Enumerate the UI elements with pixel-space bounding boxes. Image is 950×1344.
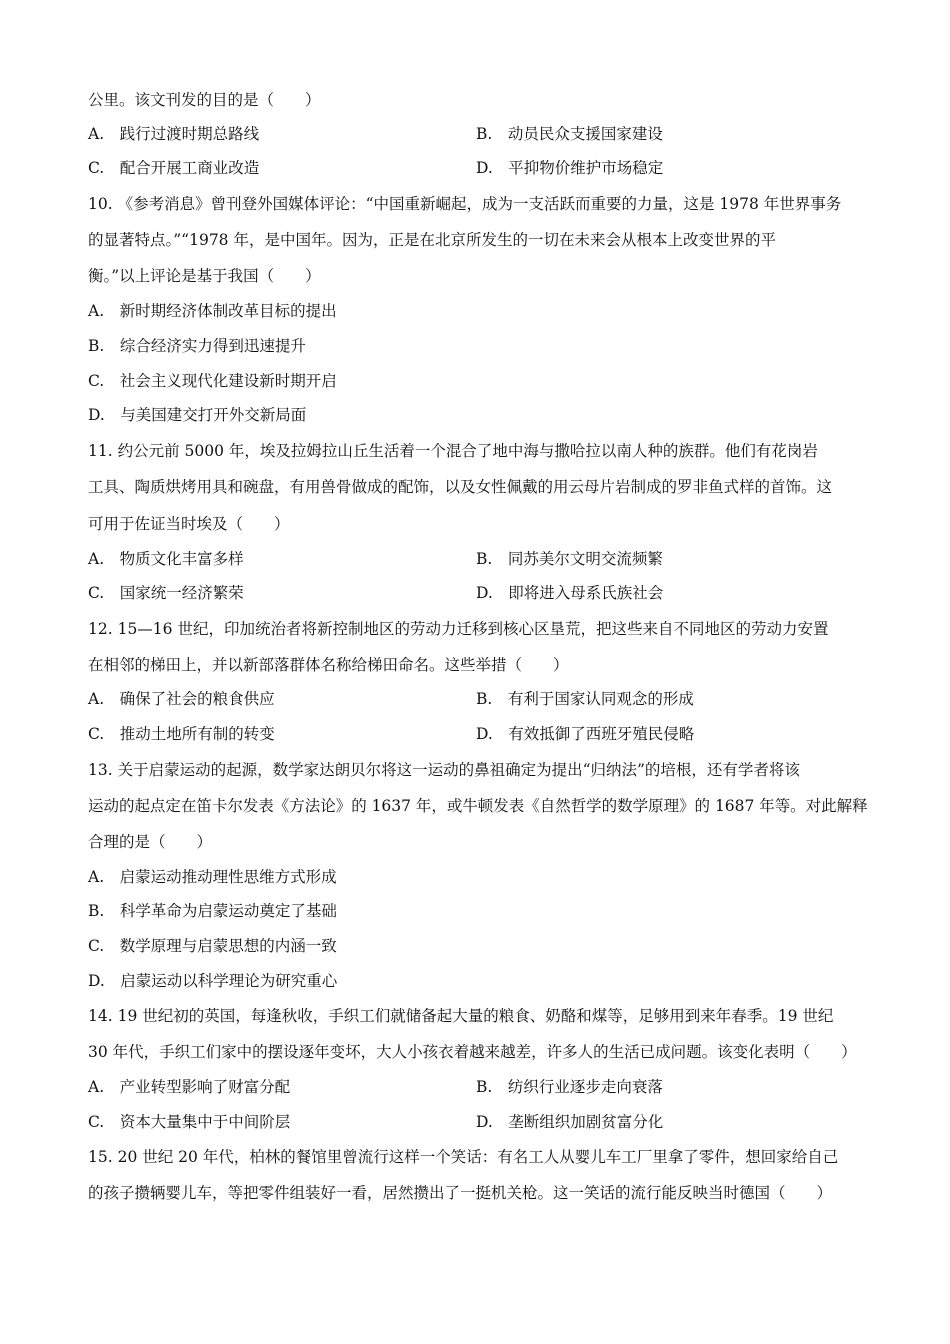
q12-stem-line-2: 在相邻的梯田上，并以新部落群体名称给梯田命名。这些举措（ ） — [88, 656, 569, 674]
q13-stem-line-3: 合理的是（ ） — [88, 833, 213, 851]
q10-option-d: D. 与美国建交打开外交新局面 — [88, 406, 307, 424]
q14-stem-line-1: 14. 19 世纪初的英国，每逢秋收，手织工们就储备起大量的粮食、奶酪和煤等，足够用到来年春季。19 世纪 — [88, 1007, 834, 1025]
q9-option-a: A. 践行过渡时期总路线 — [88, 125, 260, 143]
q11-stem-line-2: 工具、陶质烘烤用具和碗盘，有用兽骨做成的配饰，以及女性佩戴的用云母片岩制成的罗非鱼式样的首饰。这 — [88, 478, 833, 496]
q14-option-d: D. 垄断组织加剧贫富分化 — [476, 1113, 664, 1131]
q13-option-c: C. 数学原理与启蒙思想的内涵一致 — [88, 937, 337, 955]
q11-stem-line-1: 11. 约公元前 5000 年，埃及拉姆拉山丘生活着一个混合了地中海与撒哈拉以南人种的族群。他们有花岗岩 — [88, 442, 818, 460]
q12-option-c: C. 推动土地所有制的转变 — [88, 725, 275, 743]
q9-stem-tail: 公里。该文刊发的目的是（ ） — [88, 91, 321, 109]
q13-stem-line-1: 13. 关于启蒙运动的起源，数学家达朗贝尔将这一运动的鼻祖确定为提出“归纳法”的培根，还有学者将该 — [88, 761, 800, 779]
q14-option-b: B. 纺织行业逐步走向衰落 — [476, 1078, 663, 1096]
q10-stem-line-3: 衡。”以上评论是基于我国（ ） — [88, 267, 321, 285]
q11-option-b: B. 同苏美尔文明交流频繁 — [476, 550, 663, 568]
q13-option-b: B. 科学革命为启蒙运动奠定了基础 — [88, 902, 337, 920]
q9-option-c: C. 配合开展工商业改造 — [88, 159, 260, 177]
q14-option-c: C. 资本大量集中于中间阶层 — [88, 1113, 291, 1131]
q14-stem-line-2: 30 年代，手织工们家中的摆设逐年变坏，大人小孩衣着越来越差，许多人的生活已成问题。该变化表明（ ） — [88, 1043, 857, 1061]
q13-option-d: D. 启蒙运动以科学理论为研究重心 — [88, 972, 338, 990]
q11-stem-line-3: 可用于佐证当时埃及（ ） — [88, 515, 290, 533]
q13-stem-line-2: 运动的起点定在笛卡尔发表《方法论》的 1637 年，或牛顿发表《自然哲学的数学原理》的 1687 年等。对此解释 — [88, 797, 868, 815]
q11-option-c: C. 国家统一经济繁荣 — [88, 584, 244, 602]
q14-option-a: A. 产业转型影响了财富分配 — [88, 1078, 291, 1096]
q12-option-b: B. 有利于国家认同观念的形成 — [476, 690, 694, 708]
q15-stem-line-2: 的孩子攒辆婴儿车，等把零件组装好一看，居然攒出了一挺机关枪。这一笑话的流行能反映当时德国（ ） — [88, 1184, 833, 1202]
q10-stem-line-2: 的显著特点。”“1978 年，是中国年。因为，正是在北京所发生的一切在未来会从根本上改变世界的平 — [88, 231, 776, 249]
q10-option-c: C. 社会主义现代化建设新时期开启 — [88, 372, 337, 390]
q10-stem-line-1: 10. 《参考消息》曾刊登外国媒体评论：“中国重新崛起，成为一支活跃而重要的力量，这是 1978 年世界事务 — [88, 195, 842, 213]
q12-stem-line-1: 12. 15—16 世纪，印加统治者将新控制地区的劳动力迁移到核心区垦荒，把这些来自不同地区的劳动力安置 — [88, 620, 829, 638]
q9-option-d: D. 平抑物价维护市场稳定 — [476, 159, 664, 177]
q12-option-a: A. 确保了社会的粮食供应 — [88, 690, 275, 708]
q9-option-b: B. 动员民众支援国家建设 — [476, 125, 663, 143]
q11-option-a: A. 物质文化丰富多样 — [88, 550, 244, 568]
q11-option-d: D. 即将进入母系氏族社会 — [476, 584, 664, 602]
q15-stem-line-1: 15. 20 世纪 20 年代，柏林的餐馆里曾流行这样一个笑话：有名工人从婴儿车工厂里拿了零件，想回家给自己 — [88, 1148, 839, 1166]
q10-option-b: B. 综合经济实力得到迅速提升 — [88, 337, 306, 355]
q10-option-a: A. 新时期经济体制改革目标的提出 — [88, 302, 337, 320]
q13-option-a: A. 启蒙运动推动理性思维方式形成 — [88, 868, 337, 886]
q12-option-d: D. 有效抵御了西班牙殖民侵略 — [476, 725, 695, 743]
